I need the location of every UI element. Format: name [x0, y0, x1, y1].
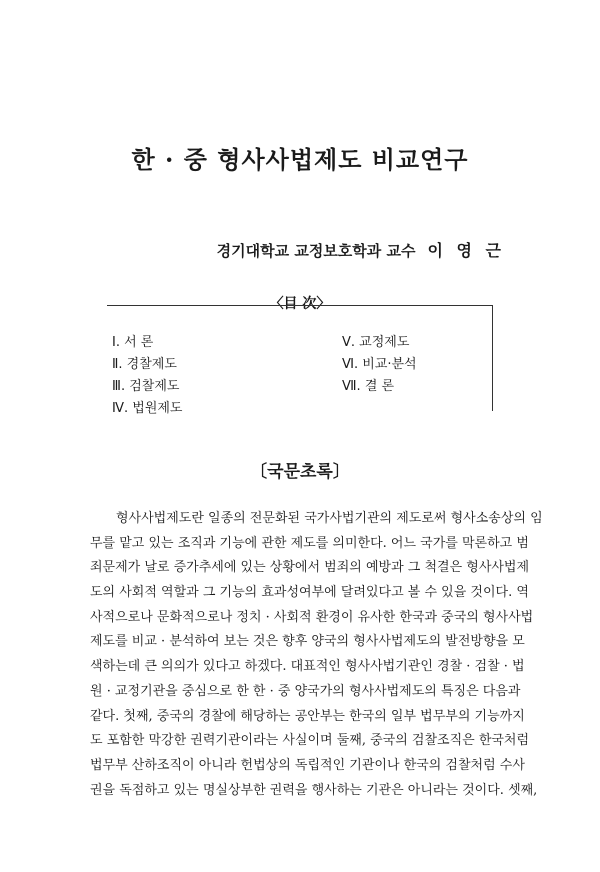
paper-title: 한 · 중 형사사법제도 비교연구 [131, 145, 469, 174]
toc-right-column [342, 332, 417, 398]
abstract-line: 원 · 교정기관을 중심으로 한 한 · 중 양국가의 형사사법제도의 특징은 다음과 [90, 683, 521, 699]
author-name: 이 영 근 [427, 241, 505, 260]
toc-item: Ⅱ. 경찰제도 [112, 357, 177, 372]
abstract-line: 제도를 비교 · 분석하여 보는 것은 향후 양국의 형사사법제도의 발전방향을 모 [90, 634, 525, 650]
toc-item: Ⅲ. 검찰제도 [112, 379, 180, 394]
toc-heading: 〈目 次〉 [269, 296, 331, 312]
abstract-line: 법무부 산하조직이 아니라 헌법상의 독립적인 기관이나 한국의 검찰처럼 수사 [90, 757, 525, 773]
abstract-line: 같다. 첫째, 중국의 경찰에 해당하는 공안부는 한국의 일부 법무부의 기능까지 [90, 708, 525, 724]
abstract-body [90, 507, 543, 803]
abstract-line: 도 포함한 막강한 권력기관이라는 사실이며 둘째, 중국의 검찰조직은 한국처럼 [90, 733, 530, 749]
abstract-line: 색하는데 큰 의의가 있다고 하겠다. 대표적인 형사사법기관인 경찰 · 검찰 · 법 [90, 659, 525, 675]
toc-item: Ⅳ. 법원제도 [112, 401, 183, 416]
abstract-heading: 〔국문초록〕 [250, 462, 350, 482]
toc-left-column [112, 332, 183, 420]
abstract-line: 도의 사회적 역할과 그 기능의 효과성여부에 달려있다고 볼 수 있을 것이다. 역 [90, 585, 529, 601]
toc-item: Ⅰ. 서 론 [112, 335, 154, 350]
author-line [217, 238, 505, 261]
abstract-line: 죄문제가 날로 증가추세에 있는 상황에서 범죄의 예방과 그 척결은 형사사법제 [90, 560, 530, 576]
toc-item: Ⅶ. 결 론 [342, 379, 395, 394]
toc-item: Ⅵ. 비교·분석 [342, 357, 417, 372]
author-affiliation: 경기대학교 교정보호학과 교수 [216, 242, 416, 260]
abstract-line: 사적으로나 문화적으로나 정치 · 사회적 환경이 유사한 한국과 중국의 형사사법 [90, 609, 534, 625]
abstract-line: 무를 맡고 있는 조직과 기능에 관한 제도를 의미한다. 어느 국가를 막론하고 범 [90, 535, 529, 551]
toc-item: Ⅴ. 교정제도 [342, 335, 410, 350]
abstract-line: 형사사법제도란 일종의 전문화된 국가사법기관의 제도로써 형사소송상의 임 [116, 511, 543, 526]
abstract-line: 권을 독점하고 있는 명실상부한 권력을 행사하는 기관은 아니라는 것이다. 셋째, [90, 782, 538, 798]
